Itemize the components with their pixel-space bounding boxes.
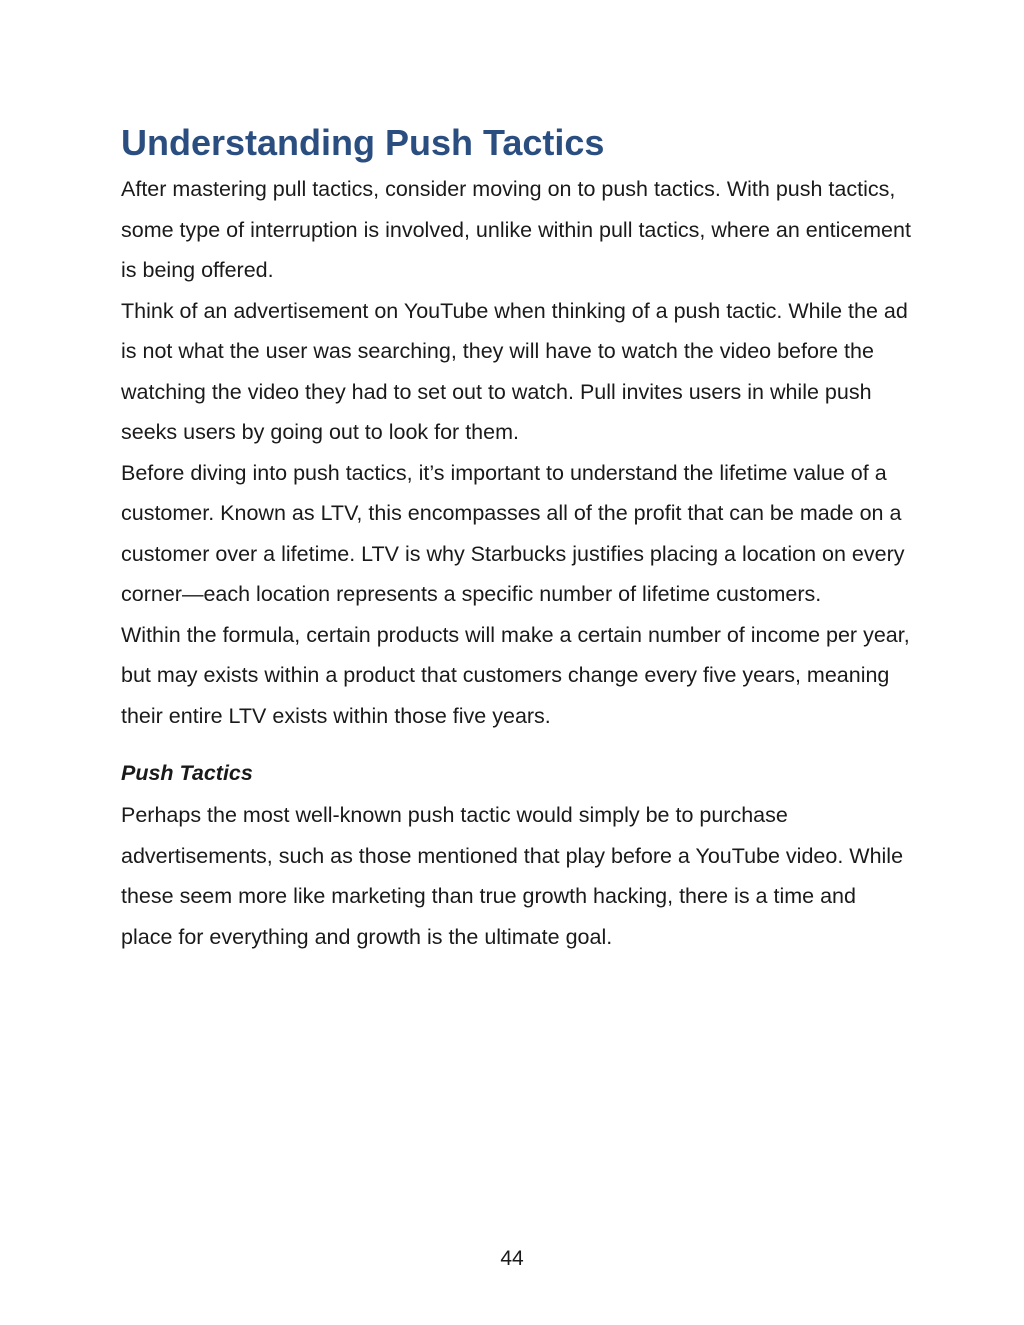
page-number: 44 xyxy=(500,1247,524,1270)
section-paragraph: Perhaps the most well-known push tactic would simply be to purchase advertisements, such as those mentioned that play before a YouTube video. While these seem more like marketing than true growth hacking, there is a time and place for everything and growth is the ultimate goal. xyxy=(121,803,904,949)
body-paragraph: Before diving into push tactics, it’s important to understand the lifetime value of a customer. Known as LTV, this encompasses all of the profit that can be made on a customer over a lifetime. LTV is why Starbucks justifies placing a location on every corner—each location represents a specific number of lifetime customers. xyxy=(121,460,905,606)
chapter-title: Understanding Push Tactics xyxy=(121,122,605,163)
body-paragraph: Within the formula, certain products will make a certain number of income per year, but may exists within a product that customers change every five years, meaning their entire LTV exists within those five years. xyxy=(121,622,910,728)
section-heading: Push Tactics xyxy=(121,761,253,785)
body-paragraph: Think of an advertisement on YouTube when thinking of a push tactic. While the ad is not what the user was searching, they will have to watch the video before the watching the video they had to set out to watch. Pull invites users in while push seeks users by going out to look for them. xyxy=(121,298,908,444)
page-content xyxy=(121,117,911,957)
body-paragraph: After mastering pull tactics, consider moving on to push tactics. With push tactics, some type of interruption is involved, unlike within pull tactics, where an enticement is being offered. xyxy=(121,177,911,282)
